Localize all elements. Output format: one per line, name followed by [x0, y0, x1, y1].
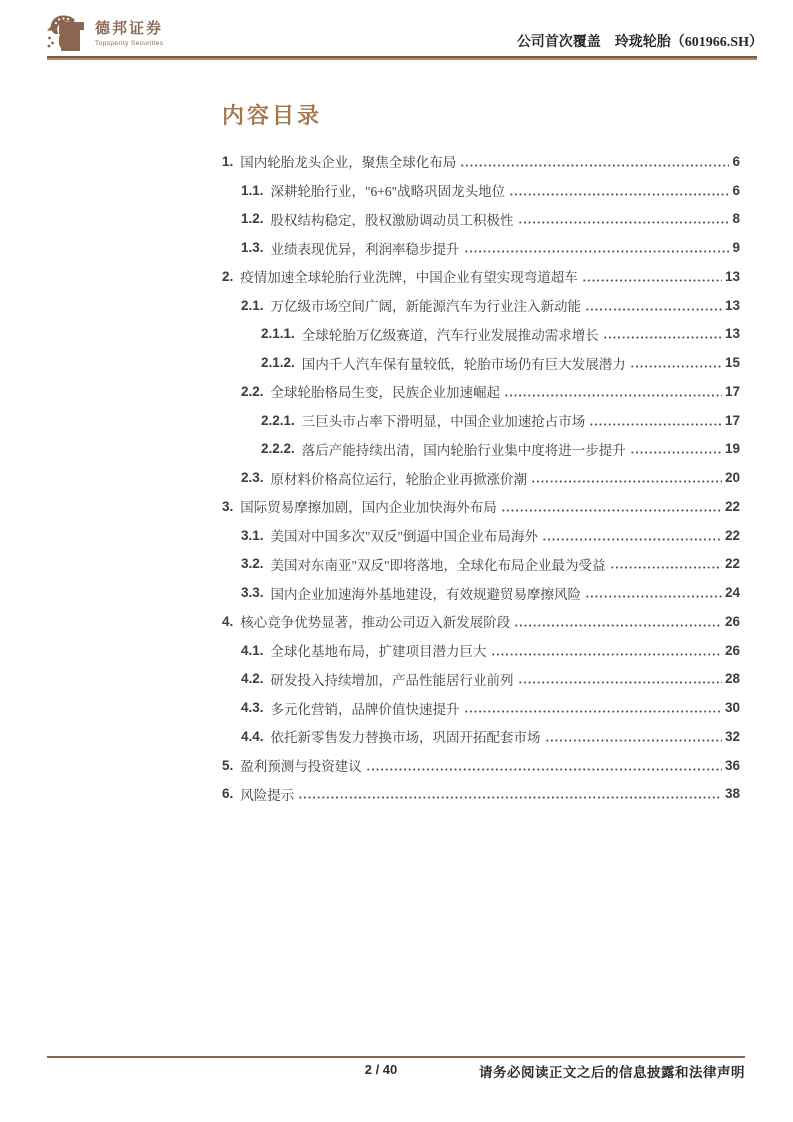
toc-entry [222, 607, 740, 636]
toc-entry-number: 3.2. [241, 556, 264, 572]
toc-entry-number: 3.1. [241, 527, 264, 543]
toc-dot-leader [518, 221, 730, 224]
toc-list [222, 147, 740, 808]
toc-entry-number: 6. [222, 786, 234, 802]
toc-entry-number: 2.2.1. [261, 412, 295, 428]
toc-entry-page: 13 [724, 268, 740, 284]
brand-text [95, 14, 163, 47]
toc-entry [222, 176, 740, 205]
toc-entry [222, 780, 740, 809]
table-of-contents [222, 101, 740, 808]
toc-entry-number: 2.1.1. [261, 326, 295, 342]
brand-name-en: Topsperity Securities [95, 39, 164, 47]
toc-entry-title: 原材料价格高位运行，轮胎企业再掀涨价潮 [270, 471, 528, 487]
toc-entry-title: 盈利预测与投资建议 [240, 759, 362, 775]
toc-entry [222, 550, 740, 579]
toc-dot-leader [298, 796, 722, 799]
toc-entry-number: 1.1. [241, 182, 264, 198]
toc-entry [222, 693, 740, 722]
toc-entry-page: 24 [724, 585, 740, 601]
toc-entry [222, 435, 740, 464]
toc-entry [222, 722, 740, 751]
toc-entry-number: 1.3. [241, 240, 264, 256]
toc-entry [222, 492, 740, 521]
toc-dot-leader [545, 739, 722, 742]
toc-entry-page: 6 [732, 182, 740, 198]
toc-entry-page: 17 [724, 383, 740, 399]
toc-entry [222, 406, 740, 435]
toc-entry-number: 3.3. [241, 585, 264, 601]
toc-entry-title: 三巨头市占率下滑明显，中国企业加速抢占市场 [301, 414, 586, 430]
toc-entry-title: 国内企业加速海外基地建设，有效规避贸易摩擦风险 [270, 586, 582, 602]
toc-dot-leader [603, 336, 722, 339]
page-header [0, 0, 793, 60]
toc-entry [222, 521, 740, 550]
header-divider [47, 56, 757, 60]
toc-entry-number: 1. [222, 153, 234, 169]
toc-entry-page: 6 [732, 153, 740, 169]
toc-entry-title: 核心竞争优势显著，推动公司迈入新发展阶段 [240, 615, 511, 631]
toc-dot-leader [585, 595, 722, 598]
toc-entry [222, 320, 740, 349]
toc-entry-title: 全球化基地布局，扩建项目潜力巨大 [270, 644, 487, 660]
toc-entry [222, 578, 740, 607]
toc-entry-page: 30 [724, 700, 740, 716]
toc-dot-leader [589, 423, 722, 426]
toc-entry-number: 2.1.2. [261, 355, 295, 371]
toc-entry-number: 2.2.2. [261, 441, 295, 457]
toc-entry-number: 4.1. [241, 642, 264, 658]
footer-divider [47, 1056, 745, 1058]
toc-dot-leader [542, 538, 722, 541]
toc-dot-leader [504, 394, 722, 397]
toc-entry [222, 463, 740, 492]
toc-entry-number: 4.3. [241, 700, 264, 716]
toc-dot-leader [514, 624, 722, 627]
toc-entry-page: 9 [732, 240, 740, 256]
toc-entry [222, 262, 740, 291]
toc-dot-leader [582, 279, 722, 282]
toc-entry-number: 4.2. [241, 671, 264, 687]
toc-entry-number: 2.3. [241, 470, 264, 486]
toc-entry-page: 28 [724, 671, 740, 687]
toc-entry-title: 落后产能持续出清，国内轮胎行业集中度将进一步提升 [301, 442, 626, 458]
brand [46, 14, 163, 54]
toc-entry [222, 147, 740, 176]
brand-name-cn: 德邦证券 [95, 21, 164, 37]
toc-dot-leader [585, 308, 722, 311]
toc-entry [222, 233, 740, 262]
toc-entry-title: 万亿级市场空间广阔，新能源汽车为行业注入新动能 [270, 299, 582, 315]
toc-entry-number: 2. [222, 268, 234, 284]
toc-entry-number: 4.4. [241, 728, 264, 744]
toc-dot-leader [460, 164, 729, 167]
toc-dot-leader [464, 710, 722, 713]
toc-entry-title: 美国对东南亚"双反"即将落地，全球化布局企业最为受益 [270, 557, 606, 573]
toc-dot-leader [509, 193, 729, 196]
toc-entry-page: 26 [724, 613, 740, 629]
page-number-indicator: 2 / 40 [364, 1062, 398, 1077]
toc-entry-page: 15 [724, 355, 740, 371]
toc-entry-page: 26 [724, 642, 740, 658]
toc-dot-leader [630, 451, 722, 454]
toc-entry [222, 665, 740, 694]
toc-entry [222, 751, 740, 780]
toc-entry-page: 22 [724, 498, 740, 514]
toc-entry-title: 国内千人汽车保有量较低，轮胎市场仍有巨大发展潜力 [301, 356, 626, 372]
toc-entry-title: 全球轮胎万亿级赛道，汽车行业发展推动需求增长 [301, 327, 599, 343]
toc-entry-page: 22 [724, 527, 740, 543]
toc-entry-page: 22 [724, 556, 740, 572]
toc-dot-leader [610, 566, 722, 569]
toc-entry-title: 股权结构稳定，股权激励调动员工积极性 [270, 212, 514, 228]
toc-entry-number: 4. [222, 613, 234, 629]
toc-entry [222, 377, 740, 406]
toc-entry-page: 20 [724, 470, 740, 486]
footer-disclaimer: 请务必阅读正文之后的信息披露和法律声明 [479, 1065, 745, 1080]
toc-entry-number: 3. [222, 498, 234, 514]
toc-entry-number: 1.2. [241, 211, 264, 227]
toc-entry-page: 17 [724, 412, 740, 428]
toc-entry-page: 36 [724, 757, 740, 773]
toc-entry [222, 348, 740, 377]
leopard-logo-icon [46, 14, 86, 54]
toc-entry-title: 多元化营销，品牌价值快速提升 [270, 701, 460, 717]
toc-dot-leader [518, 681, 722, 684]
toc-dot-leader [501, 509, 722, 512]
toc-dot-leader [464, 250, 730, 253]
toc-dot-leader [531, 480, 722, 483]
toc-entry-number: 2.2. [241, 383, 264, 399]
toc-entry [222, 205, 740, 234]
toc-dot-leader [366, 768, 722, 771]
toc-dot-leader [491, 653, 722, 656]
toc-entry [222, 636, 740, 665]
toc-title: 内容目录 [222, 103, 323, 128]
header-report-info [517, 31, 763, 51]
report-type-label: 公司首次覆盖 [516, 35, 601, 50]
toc-dot-leader [630, 365, 722, 368]
toc-entry-title: 依托新零售发力替换市场，巩固开拓配套市场 [270, 730, 541, 746]
toc-entry-page: 38 [724, 786, 740, 802]
toc-entry-page: 32 [724, 728, 740, 744]
toc-entry-page: 8 [732, 211, 740, 227]
toc-entry-title: 研发投入持续增加，产品性能居行业前列 [270, 672, 514, 688]
toc-entry-title: 业绩表现优异，利润率稳步提升 [270, 241, 460, 257]
toc-entry-title: 风险提示 [240, 787, 295, 803]
toc-entry-page: 13 [724, 297, 740, 313]
toc-entry-title: 深耕轮胎行业，"6+6"战略巩固龙头地位 [270, 184, 506, 200]
toc-entry-title: 美国对中国多次"双反"倒逼中国企业布局海外 [270, 529, 539, 545]
toc-entry-number: 2.1. [241, 297, 264, 313]
toc-entry-title: 全球轮胎格局生变，民族企业加速崛起 [270, 385, 501, 401]
toc-entry-page: 13 [724, 326, 740, 342]
toc-entry-title: 国际贸易摩擦加剧，国内企业加快海外布局 [240, 500, 497, 516]
toc-entry-number: 5. [222, 757, 234, 773]
toc-entry-title: 国内轮胎龙头企业，聚焦全球化布局 [240, 155, 457, 171]
toc-entry [222, 291, 740, 320]
company-ticker-label: 玲珑轮胎（601966.SH） [614, 35, 763, 50]
toc-entry-page: 19 [724, 441, 740, 457]
toc-entry-title: 疫情加速全球轮胎行业洗牌，中国企业有望实现弯道超车 [240, 270, 578, 286]
